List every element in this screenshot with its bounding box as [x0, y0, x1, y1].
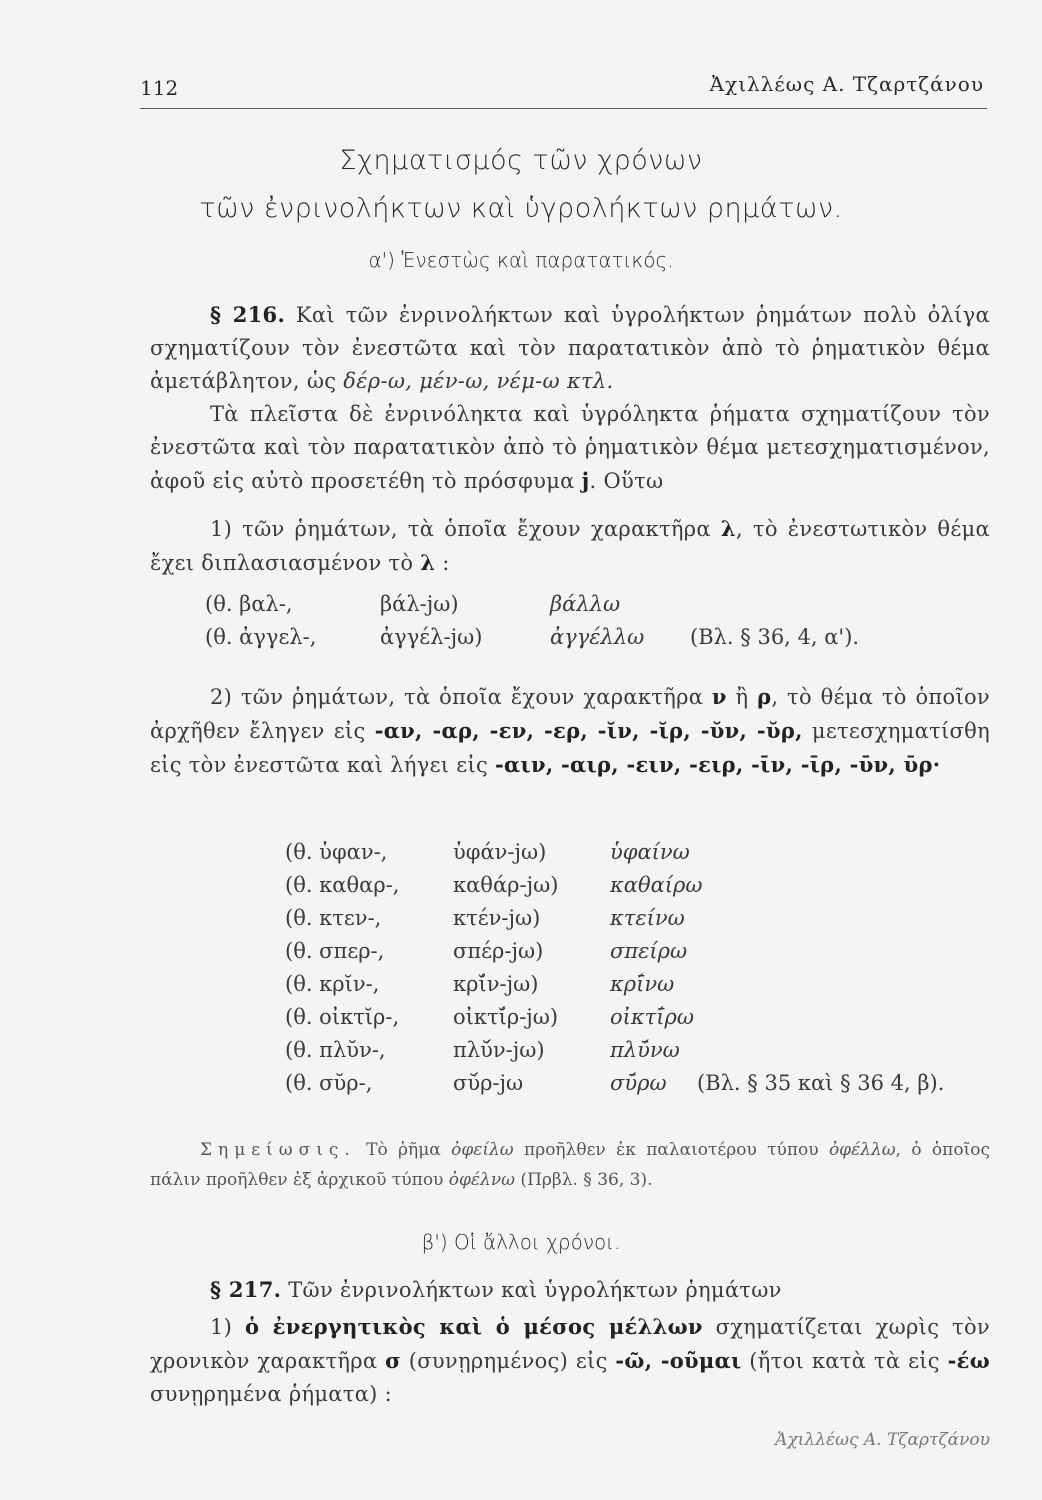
- note-text: προῆλθεν ἐκ παλαιοτέρου τύπου: [513, 1140, 829, 1160]
- paragraph-text: 1) τῶν ῥημάτων, τὰ ὁποῖα ἔχουν χαρακτῆρα: [210, 517, 721, 541]
- future-tense-heading: ὁ ἐνεργητικὸς καὶ ὁ μέσος μέλλων: [244, 1314, 703, 1339]
- endings-contracted: -ῶ, -οῦμαι: [615, 1348, 742, 1373]
- table-row: [285, 840, 995, 873]
- paragraph-216: [150, 298, 990, 398]
- table-row: [285, 1071, 995, 1104]
- form-cell: κρῐ́ν-jω): [453, 972, 539, 996]
- endings-original: -αν, -αρ, -εν, -ερ, -ῐν, -ῐρ, -ῠν, -ῠρ,: [374, 718, 803, 743]
- verb-cell: σπείρω: [610, 939, 688, 963]
- paragraph-text: μετεσχηματίσθη εἰς τὸν ἐνεστῶτα καὶ λήγει εἰς: [150, 719, 990, 777]
- note-text: , ὁ ὁποῖος πάλιν προῆλθεν ἐξ ἀρχικοῦ τύπου: [150, 1140, 990, 1190]
- form-cell: σῠ́ρ-jω: [453, 1071, 524, 1095]
- paragraph-end: :: [435, 551, 450, 575]
- form-cell: ὑφάν-jω): [453, 840, 547, 864]
- verb-cell: βάλλω: [550, 592, 621, 616]
- reference-cell: (Βλ. § 36, 4, α').: [690, 625, 860, 649]
- paragraph-rule-2: [150, 680, 990, 782]
- theme-cell: (θ. καθαρ-,: [285, 873, 400, 897]
- table-row: [285, 906, 995, 939]
- note-word: ὀφέλνω: [448, 1170, 516, 1190]
- paragraph-number: § 216.: [210, 302, 286, 327]
- theme-cell: (θ. βαλ-,: [205, 592, 293, 616]
- verb-cell: κτείνω: [610, 906, 685, 930]
- subsection-title-a: α') Ἐνεστὼς καὶ παρατατικός.: [368, 248, 674, 272]
- form-cell: οἰκτῐ́ρ-jω): [453, 1005, 559, 1029]
- examples: δέρ-ω, μέν-ω, νέμ-ω κτλ.: [343, 369, 614, 393]
- verb-cell: κρῑ́νω: [610, 972, 675, 996]
- running-header-author: Ἀχιλλέως Α. Τζαρτζάνου: [709, 72, 984, 96]
- form-cell: σπέρ-jω): [453, 939, 544, 963]
- char-rho: ρ: [757, 684, 772, 709]
- form-cell: πλῠ́ν-jω): [453, 1038, 545, 1062]
- page-number: 112: [140, 76, 179, 100]
- note-text: Τὸ ῥῆμα: [355, 1140, 452, 1160]
- paragraph-text: , τὸ θέμα τὸ ὁποῖον ἀρχῆθεν ἔληγεν εἰς: [150, 685, 990, 743]
- table-row: [205, 592, 995, 625]
- paragraph-text: 2) τῶν ῥημάτων, τὰ ὁποῖα ἔχουν χαρακτῆρα: [210, 685, 712, 709]
- paragraph-text: Καὶ τῶν ἐνρινολήκτων καὶ ὑγρολήκτων ῥημάτων πολὺ ὀλίγα σχηματίζουν τὸν ἐνεστῶτα καὶ τὸν παρατατικὸν ἀπὸ τὸ ῥηματικὸν θέμα ἀμετάβλητον, ὡς: [150, 303, 990, 393]
- theme-cell: (θ. ἀγγελ-,: [205, 625, 317, 649]
- paragraph-text: συνῃρημένα ῥήματα) :: [150, 1382, 393, 1406]
- table-row: [285, 1038, 995, 1071]
- form-cell: καθάρ-jω): [453, 873, 559, 897]
- verb-cell: σῡ́ρω: [610, 1071, 667, 1095]
- verb-cell: οἰκτῑ́ρω: [610, 1005, 694, 1029]
- theme-cell: (θ. σπερ-,: [285, 939, 385, 963]
- theme-cell: (θ. σῠρ-,: [285, 1071, 373, 1095]
- verb-cell: ὑφαίνω: [610, 840, 690, 864]
- theme-cell: (θ. πλῠν-,: [285, 1038, 386, 1062]
- form-cell: κτέν-jω): [453, 906, 541, 930]
- reference-cell: (Βλ. § 35 καὶ § 36 4, β).: [697, 1071, 945, 1095]
- paragraph-most-verbs: [150, 398, 990, 498]
- note-word: ὀφέλλω: [828, 1140, 896, 1160]
- table-row: [285, 873, 995, 906]
- verb-cell: καθαίρω: [610, 873, 703, 897]
- endings-present: -αιν, -αιρ, -ειν, -ειρ, -ῑν, -ῑρ, -ῡν, ῡρ·: [495, 752, 941, 777]
- section-title-line1: Σχηματισμός τῶν χρόνων: [339, 145, 703, 176]
- table-row: [285, 1005, 995, 1038]
- verb-cell: ἀγγέλλω: [550, 625, 645, 649]
- theme-cell: (θ. κτεν-,: [285, 906, 382, 930]
- paragraph-text: , τὸ ἐνεστωτικὸν θέμα ἔχει διπλασιασμένον τὸ: [150, 517, 990, 575]
- paragraph-text: Τῶν ἐνρινολήκτων καὶ ὑγρολήκτων ῥημάτων: [281, 1278, 782, 1302]
- paragraph-text: 1): [210, 1315, 245, 1339]
- paragraph-rule-1: [150, 512, 990, 580]
- theme-cell: (θ. οἰκτῐρ-,: [285, 1005, 400, 1029]
- note-text: (Πρβλ. § 36, 3).: [515, 1170, 653, 1190]
- form-cell: ἀγγέλ-jω): [380, 625, 483, 649]
- note-block: [150, 1135, 990, 1195]
- paragraph-text: (συνῃρημένος) εἰς: [400, 1349, 616, 1373]
- footer-author: Ἀχιλλέως Α. Τζαρτζάνου: [775, 1430, 990, 1450]
- note-word: ὀφείλω: [451, 1140, 514, 1160]
- ending-ew: -έω: [947, 1348, 991, 1373]
- paragraph-text: ἢ: [726, 685, 758, 709]
- verb-cell: πλῡ́νω: [610, 1038, 680, 1062]
- section-title-line2: τῶν ἐνρινολήκτων καὶ ὑγρολήκτων ρημάτων.: [199, 193, 843, 224]
- char-nu: ν: [711, 684, 727, 709]
- paragraph-text: σχηματίζεται χωρὶς τὸν χρονικὸν χαρακτῆρα: [150, 1315, 990, 1373]
- paragraph-text: Τὰ πλεῖστα δὲ ἐνρινόληκτα καὶ ὑγρόληκτα ῥήματα σχηματίζουν τὸν ἐνεστῶτα καὶ τὸν παρατατικὸν ἀπὸ τὸ ῥηματικὸν θέμα μετεσχηματισμένον, ἀφοῦ εἰς αὐτὸ προσετέθη τὸ πρόσφυμα: [150, 402, 990, 493]
- note-label: Σημείωσις.: [200, 1140, 356, 1160]
- examples-table-nu-rho: [285, 840, 995, 1104]
- theme-cell: (θ. κρῐν-,: [285, 972, 380, 996]
- table-row: [205, 625, 995, 658]
- paragraph-number: § 217.: [210, 1277, 282, 1302]
- char-lambda: λ: [720, 516, 736, 541]
- examples-table-lambda: [205, 592, 995, 658]
- form-cell: βάλ-jω): [380, 592, 459, 616]
- paragraph-217: [150, 1273, 990, 1307]
- paragraph-rule-future: [150, 1310, 990, 1411]
- table-row: [285, 972, 995, 1005]
- paragraph-text: (ἤτοι κατὰ τὰ εἰς: [741, 1349, 948, 1373]
- char-lambda: λ: [420, 550, 436, 575]
- header-rule: [140, 108, 987, 109]
- theme-cell: (θ. ὑφαν-,: [285, 840, 388, 864]
- suffix-j: j: [581, 468, 590, 493]
- paragraph-end: . Οὕτω: [589, 469, 664, 493]
- table-row: [285, 939, 995, 972]
- subsection-title-b: β') Οἱ ἄλλοι χρόνοι.: [421, 1230, 621, 1254]
- char-sigma: σ: [385, 1348, 401, 1373]
